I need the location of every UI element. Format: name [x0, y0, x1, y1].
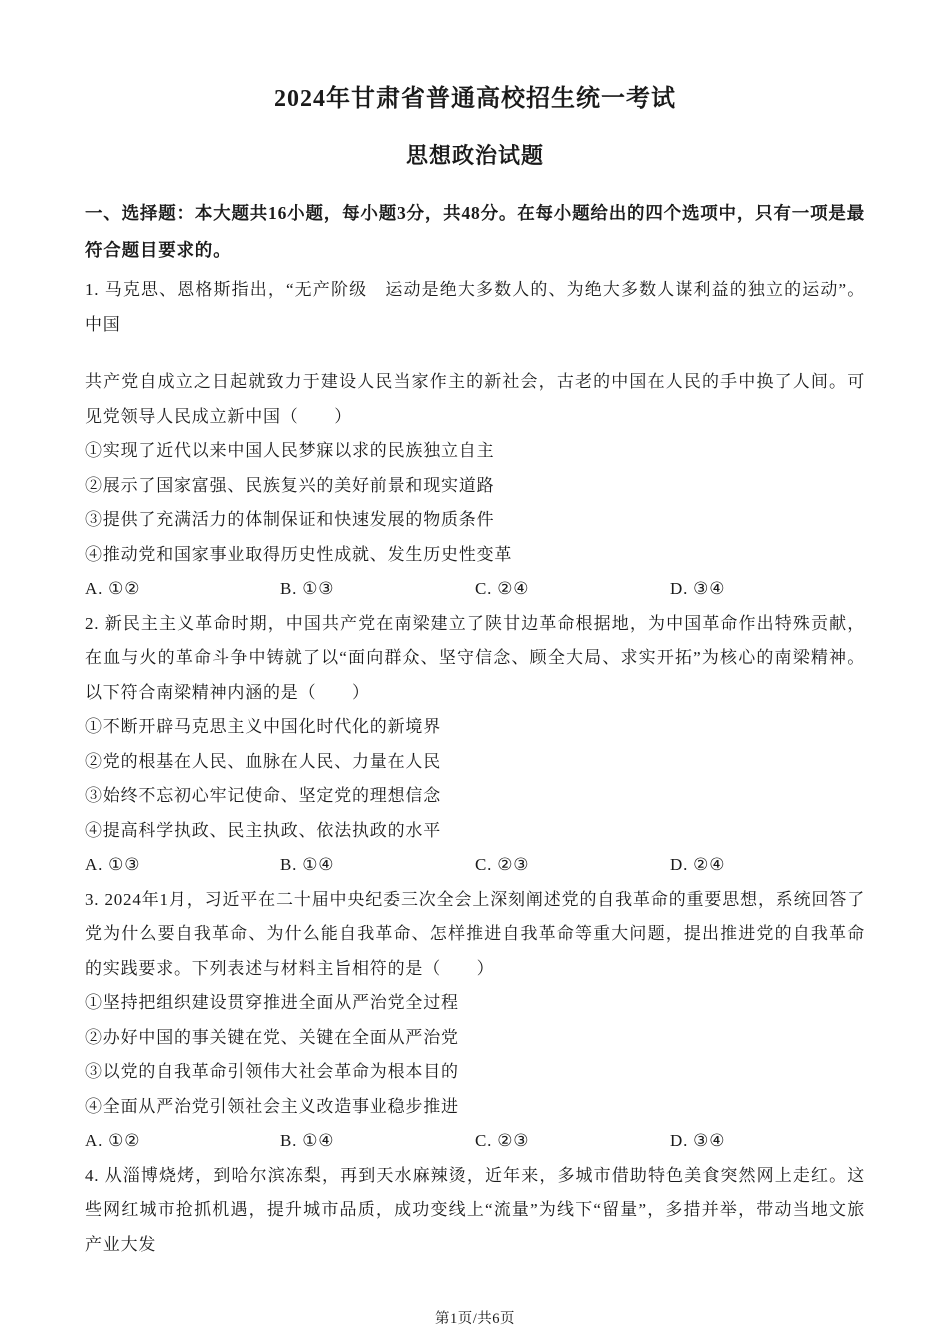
question-stem: 2. 新民主主义革命时期，中国共产党在南梁建立了陕甘边革命根据地，为中国革命作出特殊贡献，在血与火的革命斗争中铸就了以“面向群众、坚守信念、顾全大局、求实开拓”为核心的南梁精神。以下符合南梁精神内涵的是（ ） [85, 613, 865, 702]
question-stem: 4. 从淄博烧烤，到哈尔滨冻梨，再到天水麻辣烫，近年来，多城市借助特色美食突然网上走红。这些网红城市抢抓机遇，提升城市品质，成功变线上“流量”为线下“留量”，多措并举，带动当地文旅产业大发 [85, 1165, 865, 1254]
page-subtitle: 思想政治试题 [405, 143, 544, 168]
question-stem: 3. 2024年1月，习近平在二十届中央纪委三次全会上深刻阐述党的自我革命的重要思想，系统回答了党为什么要自我革命、为什么能自我革命、怎样推进自我革命等重大问题，提出推进党的自我革命的实践要求。下列表述与材料主旨相符的是（ ） [85, 889, 865, 978]
choice-option: C. ②③ [475, 855, 530, 874]
choices-row [85, 1124, 865, 1159]
section-header: 一、选择题：本大题共16小题，每小题3分，共48分。在每小题给出的四个选项中，只有一项是最符合题目要求的。 [85, 203, 865, 260]
question-3 [85, 883, 865, 1159]
choice-option: B. ①③ [280, 579, 335, 598]
question-item: ③提供了充满活力的体制保证和快速发展的物质条件 [85, 510, 495, 529]
choice-option: D. ②④ [670, 855, 726, 874]
question-item: ③始终不忘初心牢记使命、坚定党的理想信念 [85, 786, 441, 805]
choices-row [85, 572, 865, 607]
question-item: ①实现了近代以来中国人民梦寐以求的民族独立自主 [85, 441, 495, 460]
choices-row [85, 848, 865, 883]
questions-container [85, 273, 865, 1262]
page-title: 2024年甘肃省普通高校招生统一考试 [274, 86, 676, 112]
choice-option: B. ①④ [280, 1131, 335, 1150]
choice-option: A. ①③ [85, 855, 141, 874]
question-item: ④提高科学执政、民主执政、依法执政的水平 [85, 820, 441, 840]
page-footer: 第1页/共6页 [434, 1311, 516, 1327]
choice-option: C. ②③ [475, 1131, 530, 1150]
question-1 [85, 273, 865, 607]
choice-option: C. ②④ [475, 579, 530, 598]
question-item: ④全面从严治党引领社会主义改造事业稳步推进 [85, 1096, 459, 1116]
question-item: ④推动党和国家事业取得历史性成就、发生历史性变革 [85, 544, 513, 564]
question-item: ②办好中国的事关键在党、关键在全面从严治党 [85, 1027, 459, 1047]
choice-option: A. ①② [85, 1131, 141, 1150]
question-item: ③以党的自我革命引领伟大社会革命为根本目的 [85, 1062, 459, 1081]
question-2 [85, 607, 865, 883]
choice-option: A. ①② [85, 579, 141, 598]
choice-option: B. ①④ [280, 855, 335, 874]
choice-option: D. ③④ [670, 1131, 726, 1150]
question-stem: 1. 马克思、恩格斯指出，“无产阶级 运动是绝大多数人的、为绝大多数人谋利益的独立的运动”。中国 [85, 280, 865, 334]
question-stem: 共产党自成立之日起就致力于建设人民当家作主的新社会，古老的中国在人民的手中换了人间。可见党领导人民成立新中国（ ） [85, 372, 865, 426]
choice-option: D. ③④ [670, 579, 726, 598]
question-item: ②党的根基在人民、血脉在人民、力量在人民 [85, 751, 441, 771]
question-item: ②展示了国家富强、民族复兴的美好前景和现实道路 [85, 475, 495, 495]
question-item: ①坚持把组织建设贯穿推进全面从严治党全过程 [85, 993, 459, 1012]
question-item: ①不断开辟马克思主义中国化时代化的新境界 [85, 717, 441, 736]
question-4 [85, 1159, 865, 1263]
